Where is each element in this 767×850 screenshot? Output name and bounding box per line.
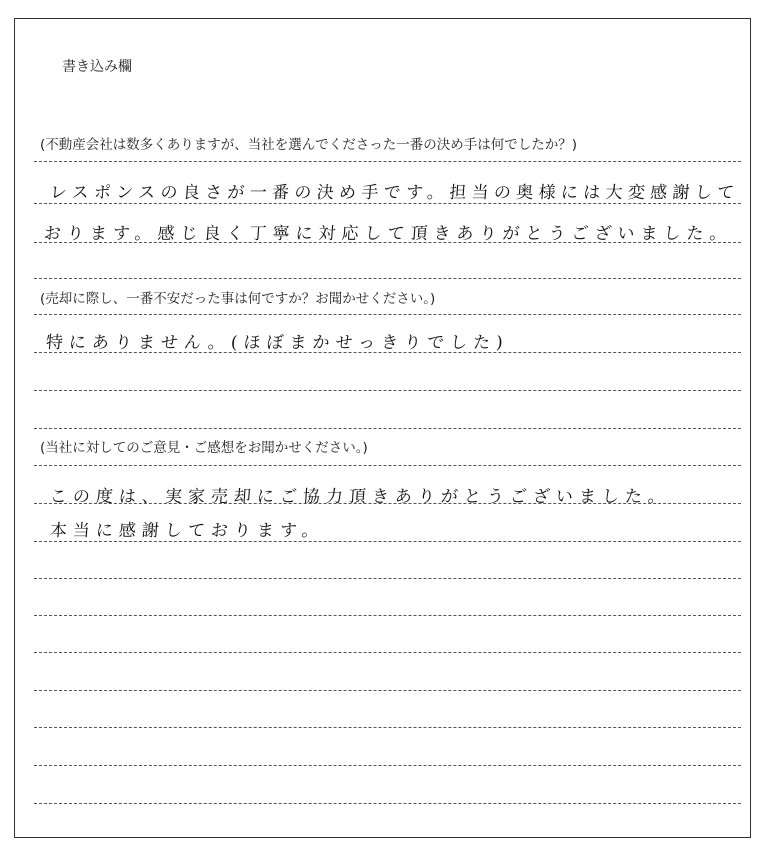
answer-2-line-1: 特にありません。(ほぼまかせっきりでした) bbox=[45, 333, 510, 353]
rule-line bbox=[34, 652, 741, 653]
answer-3-line-1: この度は、実家売却にご協力頂きありがとうございました。 bbox=[49, 487, 672, 507]
answer-1-line-2: おります。感じ良く丁寧に対応して頂きありがとうございました。 bbox=[43, 224, 734, 244]
rule-line bbox=[34, 352, 741, 353]
rule-line bbox=[34, 541, 741, 542]
rule-line bbox=[34, 578, 741, 579]
answer-3-line-2: 本当に感謝しております。 bbox=[49, 521, 326, 541]
form-heading: 書き込み欄 bbox=[62, 59, 132, 75]
question-3-prompt: (当社に対してのご意見・ご感想をお聞かせください。) bbox=[40, 440, 368, 456]
rule-line bbox=[34, 314, 741, 315]
rule-line bbox=[34, 690, 741, 691]
rule-line bbox=[34, 203, 741, 204]
rule-line bbox=[34, 428, 741, 429]
rule-line bbox=[34, 242, 741, 243]
rule-line bbox=[34, 161, 741, 162]
rule-line bbox=[34, 727, 741, 728]
rule-line bbox=[34, 390, 741, 391]
rule-line bbox=[34, 465, 741, 466]
rule-line bbox=[34, 615, 741, 616]
rule-line bbox=[34, 765, 741, 766]
rule-line bbox=[34, 803, 741, 804]
question-2-prompt: (売却に際し、一番不安だった事は何ですか？お聞かせください。) bbox=[40, 291, 436, 307]
rule-line bbox=[34, 503, 741, 504]
question-1-prompt: (不動産会社は数多くありますが、当社を選んでくださった一番の決め手は何でしたか？) bbox=[40, 137, 578, 153]
answer-1-line-1: レスポンスの良さが一番の決め手です。担当の奥様には大変感謝して bbox=[49, 183, 741, 203]
rule-line bbox=[34, 278, 741, 279]
